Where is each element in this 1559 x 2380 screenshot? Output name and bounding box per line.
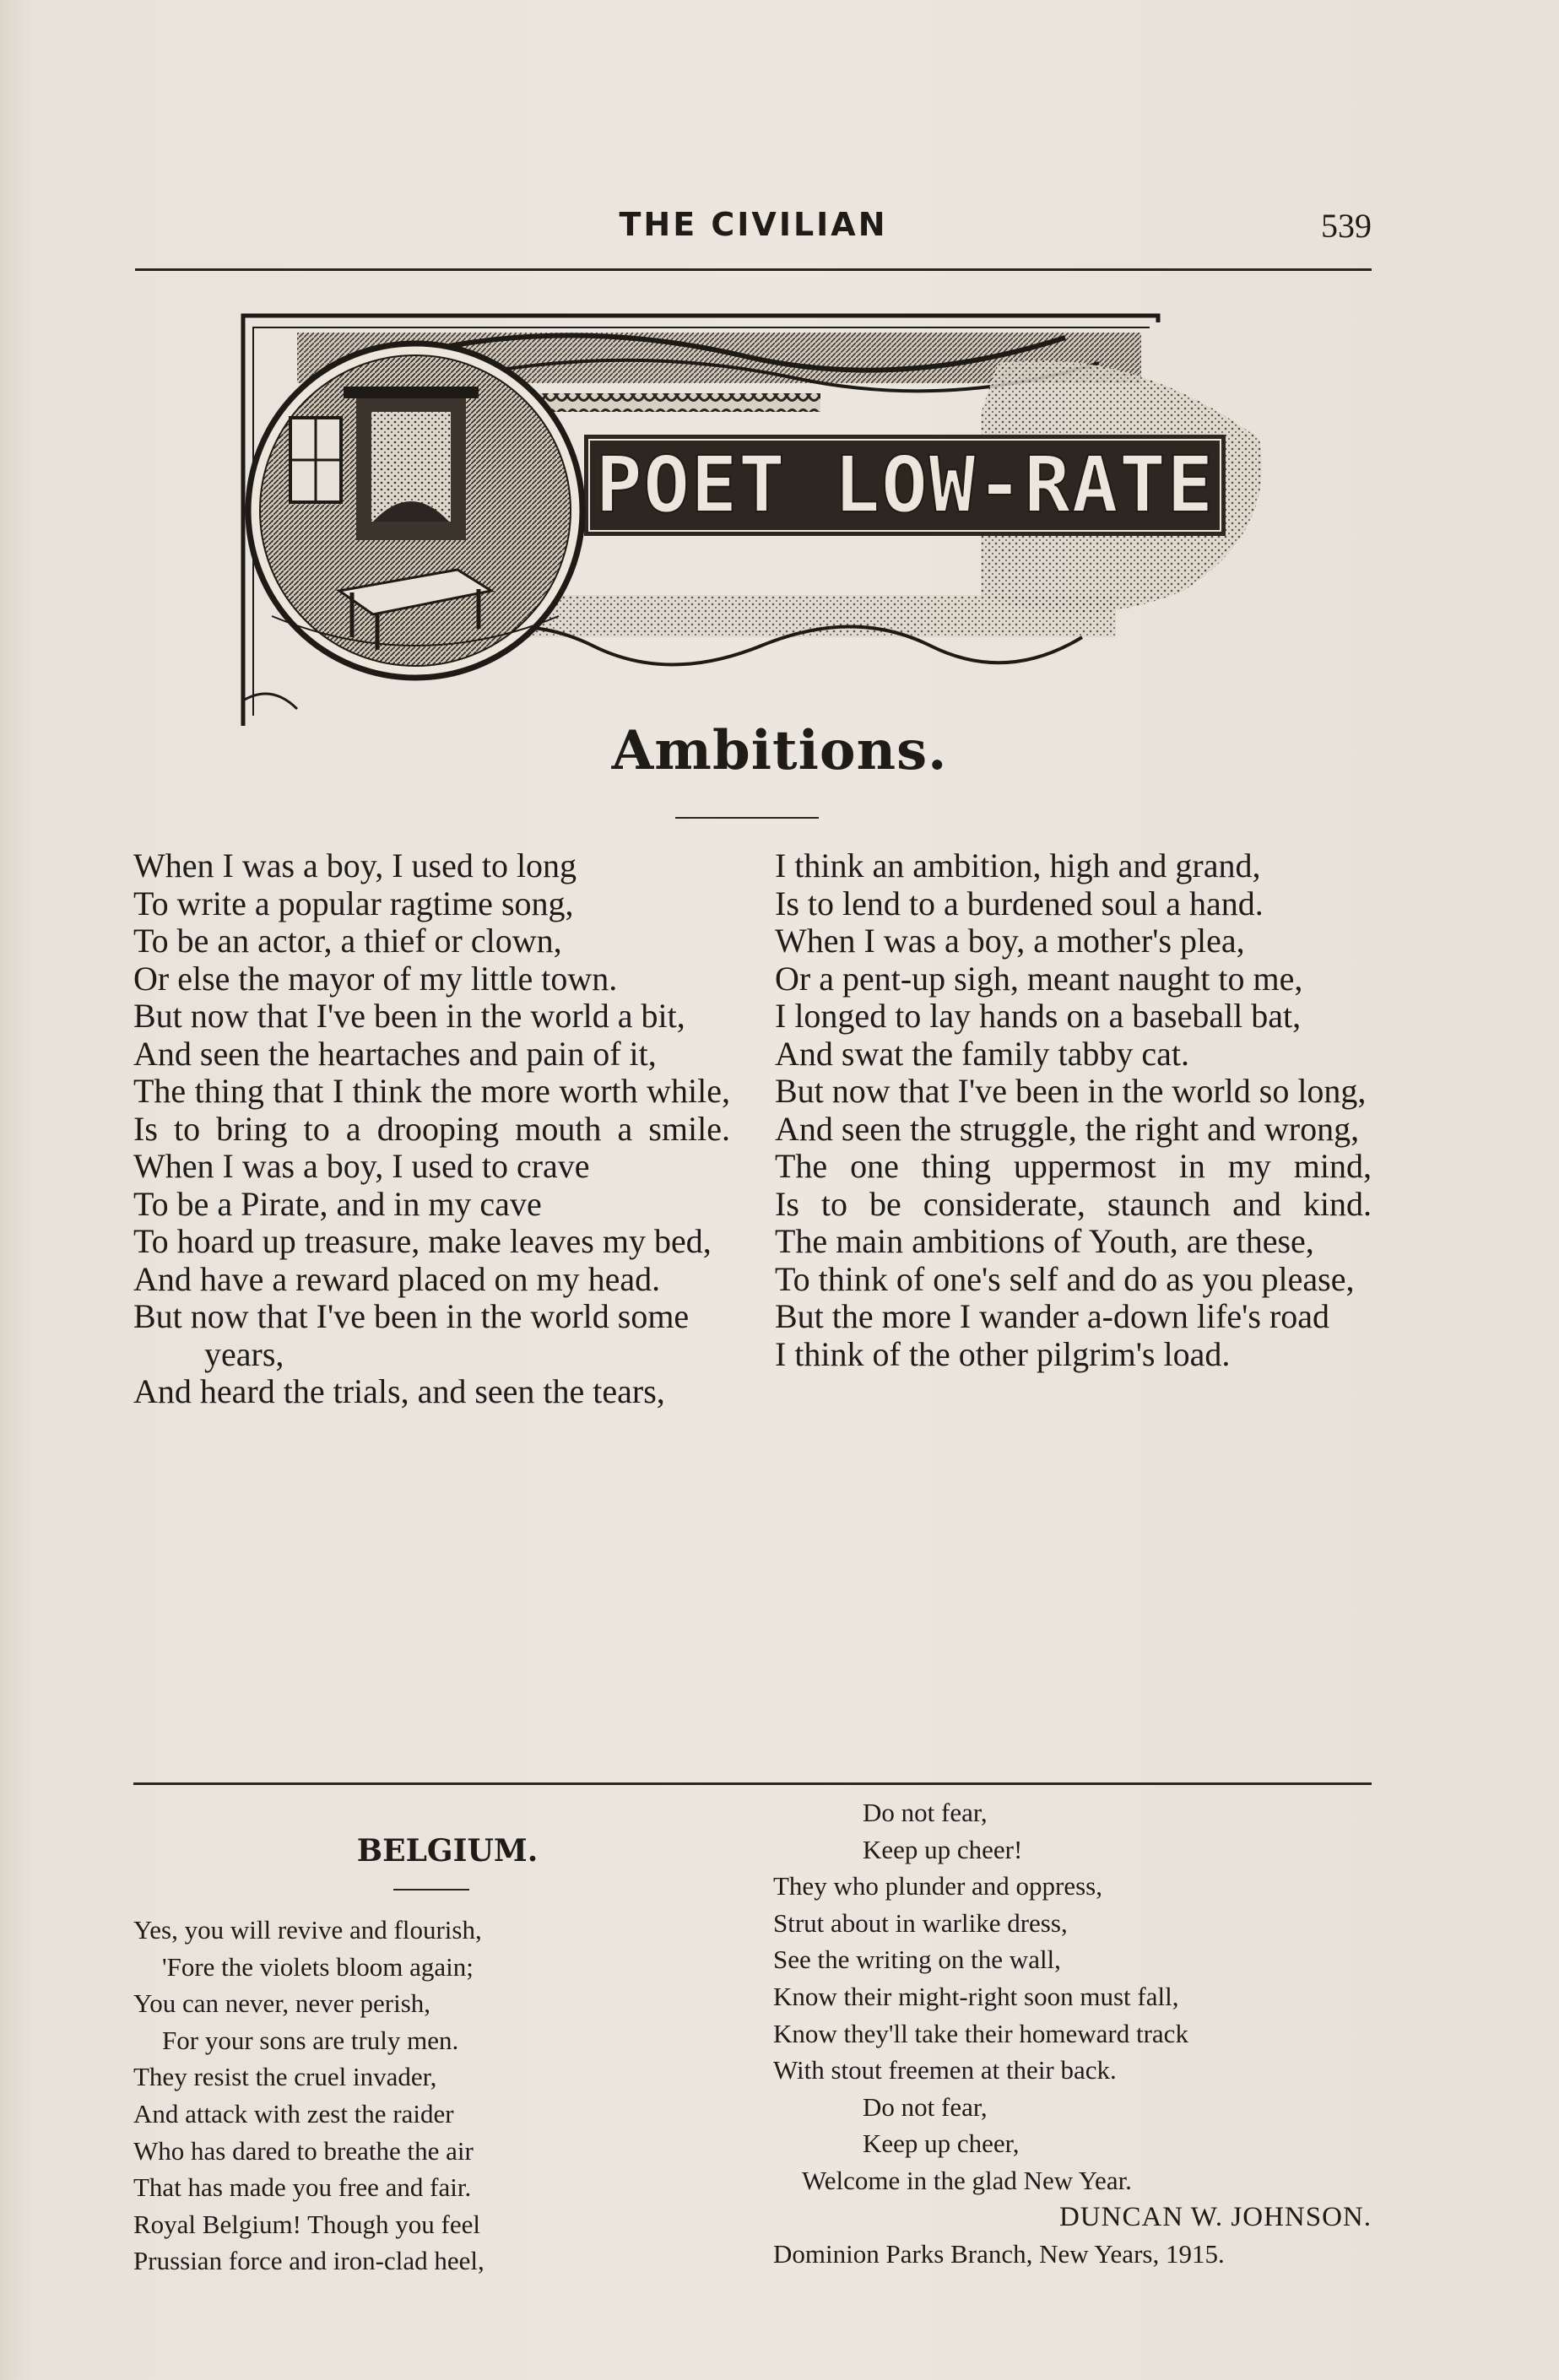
stanza-6 bbox=[775, 922, 1372, 1073]
poem-line: To write a popular ragtime song, bbox=[133, 884, 574, 922]
poem-line: Keep up cheer, bbox=[863, 2128, 1020, 2159]
poem-line: And swat the family tabby cat. bbox=[775, 1034, 1189, 1073]
belgium-title: BELGIUM. bbox=[356, 1833, 539, 1869]
poem-left-column bbox=[133, 847, 730, 1411]
section-rule bbox=[133, 1782, 1372, 1785]
poem-line: I think an ambition, high and grand, bbox=[775, 847, 1261, 884]
poem-line: To be a Pirate, and in my cave bbox=[133, 1184, 542, 1223]
poem-line: Who has dared to breathe the air bbox=[133, 2135, 474, 2166]
title-rule bbox=[675, 817, 819, 819]
page-number: 539 bbox=[1321, 207, 1372, 245]
poem-line: And have a reward placed on my head. bbox=[133, 1259, 661, 1298]
poem-line: Or a pent-up sigh, meant naught to me, bbox=[775, 959, 1303, 998]
poem-line: Welcome in the glad New Year. bbox=[802, 2165, 1132, 2195]
belgium-title-rule bbox=[393, 1889, 469, 1890]
poem-line: You can never, never perish, bbox=[133, 1988, 431, 2019]
poem-line: Prussian force and iron-clad heel, bbox=[133, 2246, 484, 2276]
poem-line: That has made you free and fair. bbox=[133, 2172, 472, 2203]
poet-low-rate-banner bbox=[238, 312, 1276, 730]
header-rule bbox=[135, 268, 1372, 271]
poem-right-column bbox=[775, 847, 1372, 1373]
banner-text: POET LOW-RATE bbox=[595, 440, 1215, 530]
belgium-left-column bbox=[133, 1912, 741, 2280]
author-signature: DUNCAN W. JOHNSON. bbox=[1058, 2201, 1372, 2232]
poem-line: Do not fear, bbox=[863, 1798, 988, 1827]
poem-line: And seen the heartaches and pain of it, bbox=[133, 1034, 657, 1073]
poem-line: But now that I've been in the world some years, bbox=[133, 1297, 690, 1373]
poem-line: They resist the cruel invader, bbox=[133, 2062, 437, 2092]
poem-line: The one thing uppermost in my mind, bbox=[775, 1147, 1372, 1185]
poem-line: Do not fear, bbox=[863, 2091, 988, 2122]
author-affiliation: Dominion Parks Branch, New Years, 1915. bbox=[773, 2239, 1225, 2269]
poem-line: But the more I wander a-down life's road bbox=[775, 1297, 1329, 1335]
poem-line: The thing that I think the more worth while, bbox=[133, 1072, 730, 1110]
poem-line: They who plunder and oppress, bbox=[773, 1871, 1102, 1901]
poem-line: I longed to lay hands on a baseball bat, bbox=[775, 997, 1302, 1035]
poem-line: 'Fore the violets bloom again; bbox=[162, 1951, 474, 1982]
poem-line: When I was a boy, a mother's plea, bbox=[775, 922, 1245, 960]
stanza-3 bbox=[133, 1148, 730, 1298]
poem-line: Royal Belgium! Though you feel bbox=[133, 2209, 480, 2239]
stanza-4 bbox=[133, 1298, 730, 1411]
stanza-5 bbox=[775, 847, 1372, 922]
poem-line: And heard the trials, and seen the tears, bbox=[133, 1372, 665, 1410]
poem-line: Is to be considerate, staunch and kind. bbox=[775, 1184, 1372, 1223]
poem-line: To hoard up treasure, make leaves my bed, bbox=[133, 1222, 712, 1260]
poem-line: When I was a boy, I used to crave bbox=[133, 1147, 590, 1185]
stanza-2 bbox=[133, 998, 730, 1148]
poem-line: To be an actor, a thief or clown, bbox=[133, 922, 562, 960]
poem-line: Know their might-right soon must fall, bbox=[773, 1981, 1179, 2011]
stanza-8 bbox=[775, 1223, 1372, 1373]
poem-line: Or else the mayor of my little town. bbox=[133, 959, 618, 998]
belgium-right-column bbox=[773, 1794, 1372, 2273]
poem-line: And seen the struggle, the right and wrong, bbox=[775, 1109, 1360, 1148]
poem-line: But now that I've been in the world a bit, bbox=[133, 997, 685, 1035]
poem-line: Know they'll take their homeward track bbox=[773, 2018, 1188, 2048]
poem-title: Ambitions. bbox=[611, 719, 948, 782]
poem-line: The main ambitions of Youth, are these, bbox=[775, 1222, 1314, 1260]
stanza-7 bbox=[775, 1073, 1372, 1223]
journal-title: THE CIVILIAN bbox=[619, 206, 888, 243]
poem-line: See the writing on the wall, bbox=[773, 1945, 1061, 1975]
poem-line: When I was a boy, I used to long bbox=[133, 847, 577, 884]
poem-line: To think of one's self and do as you please, bbox=[775, 1259, 1355, 1298]
poem-line: But now that I've been in the world so long, bbox=[775, 1072, 1367, 1110]
stanza-1 bbox=[133, 847, 730, 998]
poem-line: Keep up cheer! bbox=[863, 1834, 1023, 1864]
poem-line: Strut about in warlike dress, bbox=[773, 1907, 1068, 1938]
poem-line: With stout freemen at their back. bbox=[773, 2055, 1117, 2085]
poem-line: Is to bring to a drooping mouth a smile. bbox=[133, 1109, 730, 1148]
poem-line: Is to lend to a burdened soul a hand. bbox=[775, 884, 1264, 922]
poem-line: For your sons are truly men. bbox=[162, 2025, 459, 2055]
running-head bbox=[135, 206, 1372, 248]
poem-line: And attack with zest the raider bbox=[133, 2098, 454, 2128]
poem-line: I think of the other pilgrim's load. bbox=[775, 1334, 1231, 1373]
poem-line: Yes, you will revive and flourish, bbox=[133, 1915, 482, 1945]
